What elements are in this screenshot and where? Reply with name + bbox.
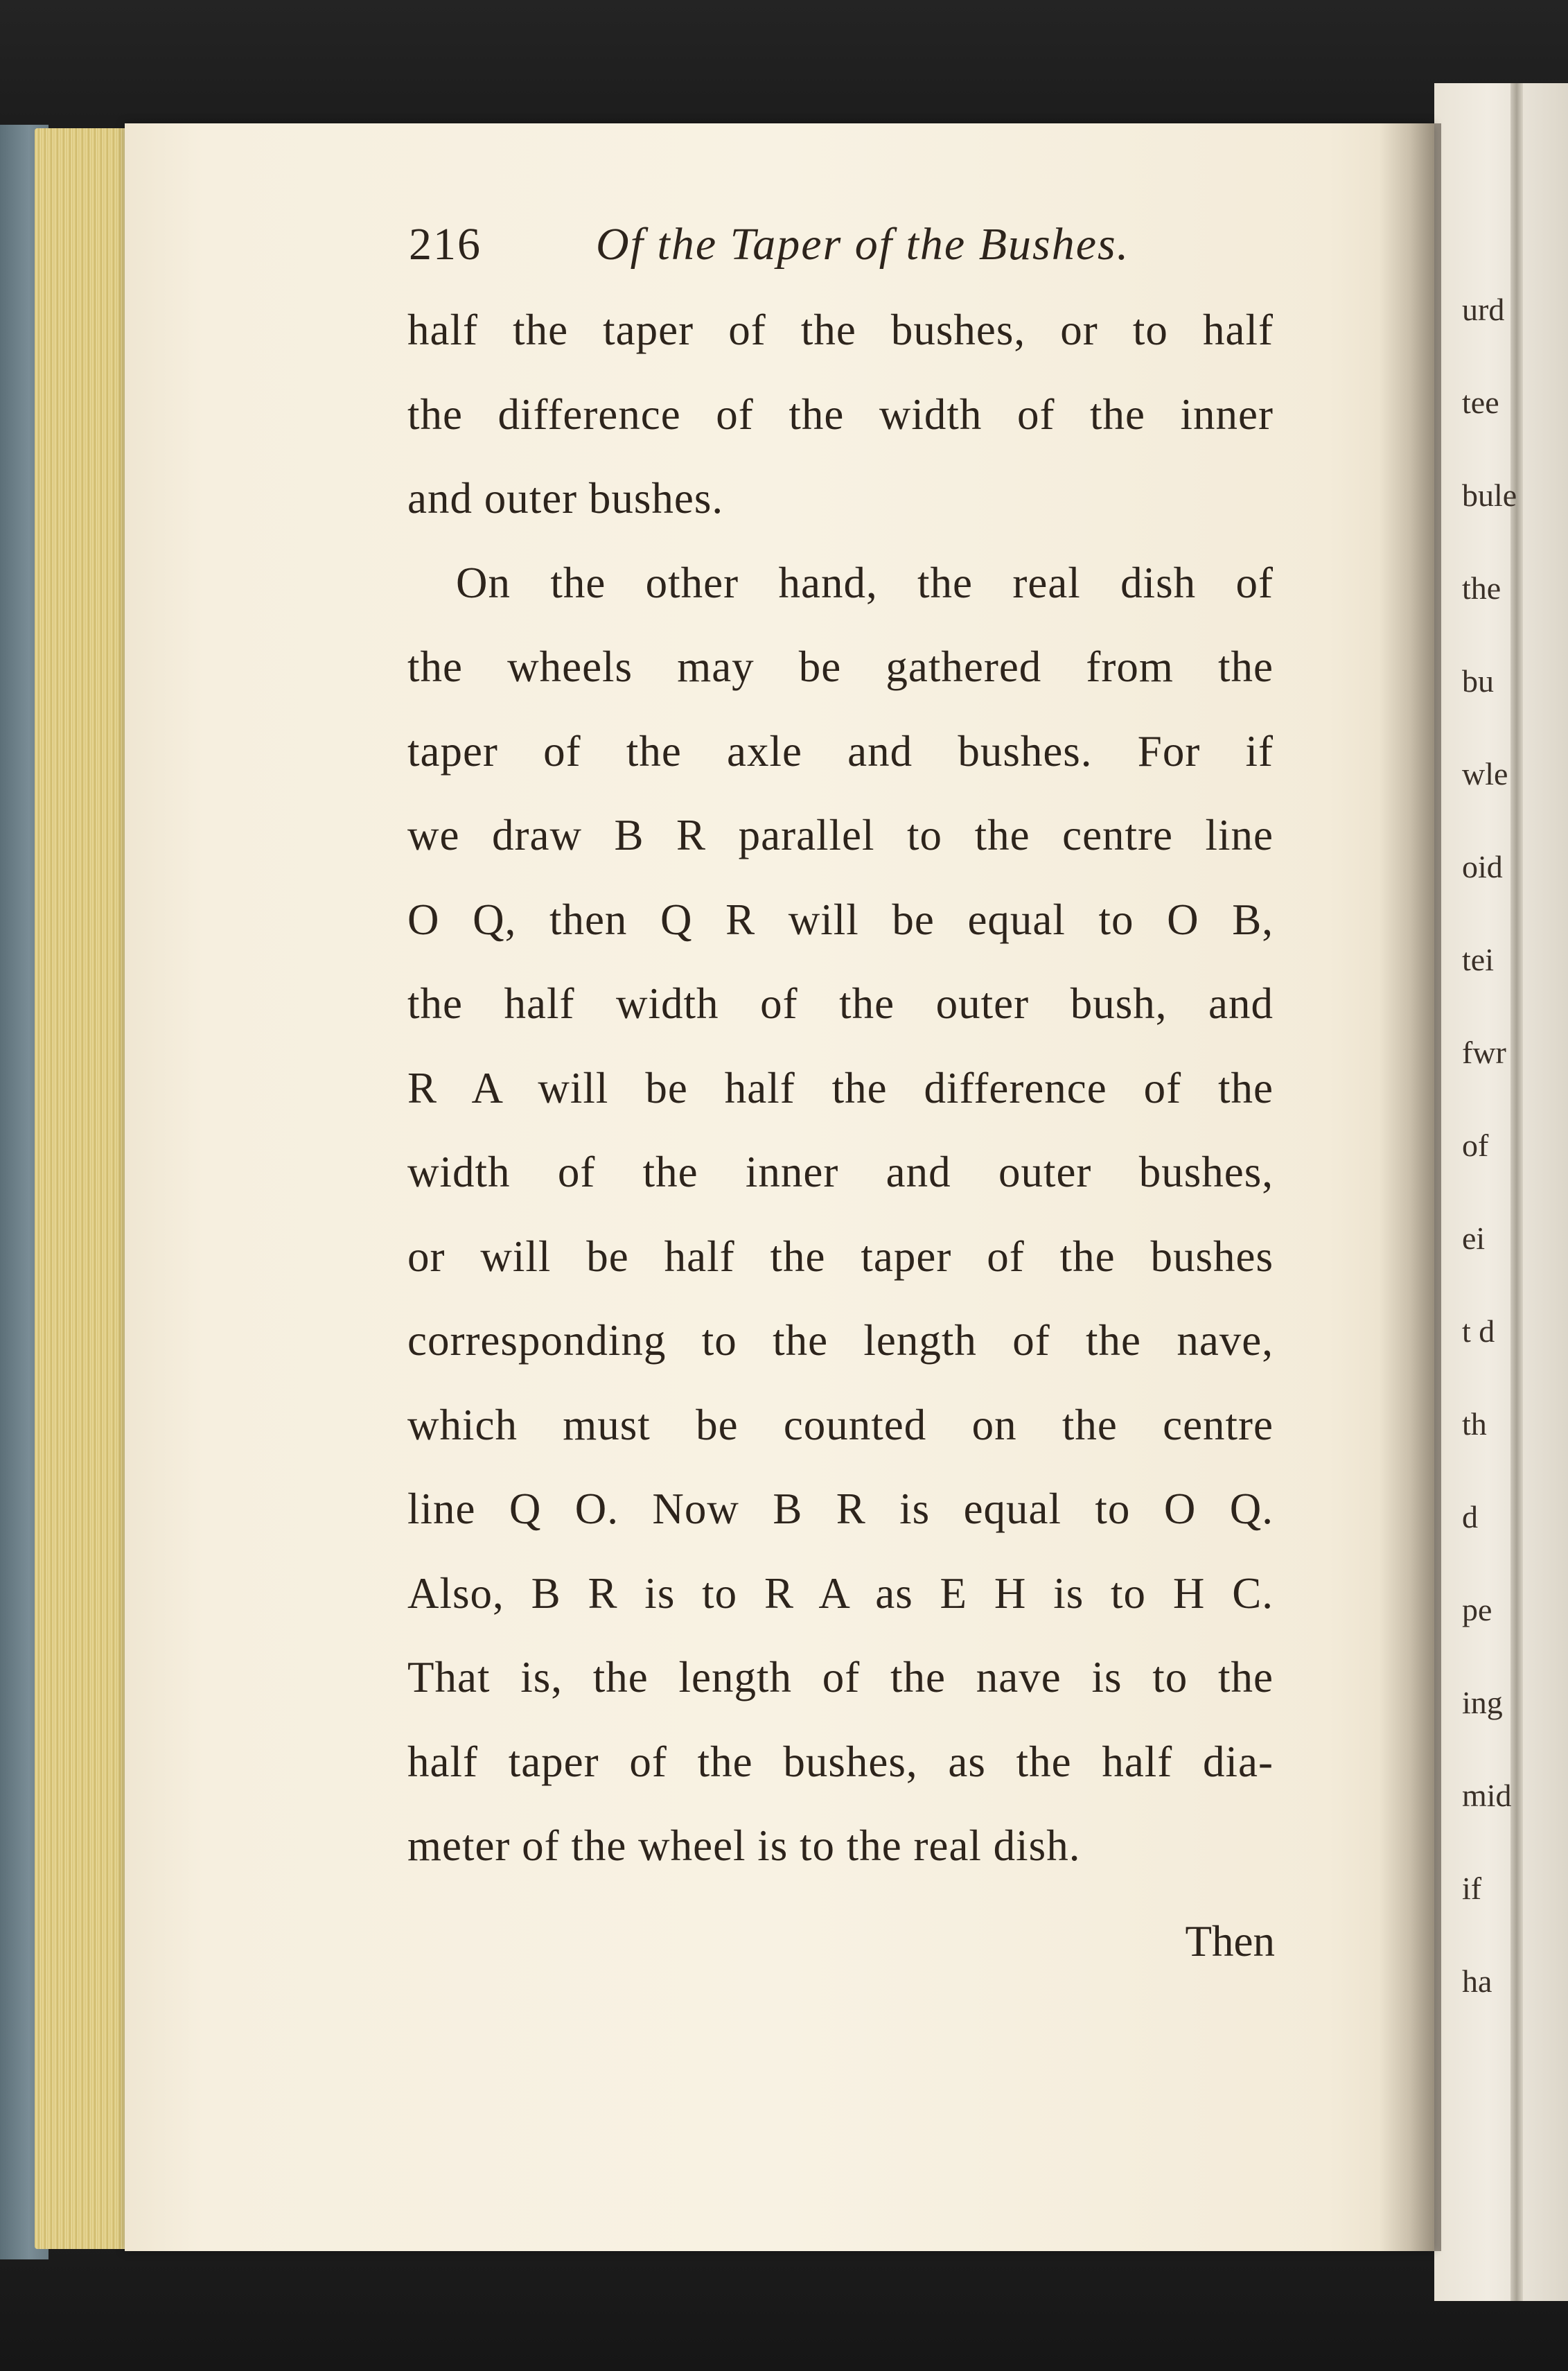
facing-page-fragment: d [1462,1499,1478,1534]
facing-page-fragment: bu [1462,663,1494,699]
facing-page-fragment: ei [1462,1221,1486,1256]
gutter-shadow [1379,123,1441,2251]
facing-page-fragment: ing [1462,1685,1503,1720]
text-line: which must be counted on the centre [407,1400,1274,1449]
text-line: width of the inner and outer bushes, [407,1148,1274,1196]
facing-page-fragment: tee [1462,385,1499,420]
facing-page-fragment: if [1462,1871,1482,1906]
facing-page-fragment: urd [1462,292,1505,327]
facing-page-fragment: of [1462,1128,1489,1163]
facing-page-fragment: bule [1462,478,1517,513]
catchword: Then [1185,1917,1275,1966]
text-line: the half width of the outer bush, and [407,979,1274,1028]
text-line: That is, the length of the nave is to the [407,1653,1274,1701]
facing-page-fragment: mid [1462,1778,1512,1813]
page-edges [35,128,132,2249]
running-title: Of the Taper of the Bushes. [596,219,1130,270]
page-number: 216 [409,219,482,270]
background-bottom [0,2239,1568,2371]
text-line: R A will be half the difference of the [407,1063,1274,1112]
text-line: line Q O. Now B R is equal to O Q. [407,1485,1274,1533]
background-top [0,0,1568,139]
text-line: the difference of the width of the inner [407,390,1274,439]
facing-page-fold [1510,83,1523,2301]
facing-page-fragment: fwr [1462,1035,1506,1070]
text-line: meter of the wheel is to the real dish. [407,1821,1081,1870]
text-line: the wheels may be gathered from the [407,642,1274,691]
text-line: taper of the axle and bushes. For if [407,726,1274,776]
facing-page-fragment: tei [1462,942,1494,977]
facing-page-fragment: pe [1462,1592,1492,1627]
facing-page-fragment: the [1462,570,1501,606]
facing-page [1434,83,1568,2301]
facing-page-fragment: oid [1462,849,1503,884]
text-line: Also, B R is to R A as E H is to H C. [407,1568,1274,1618]
text-line: or will be half the taper of the bushes [407,1232,1274,1281]
text-line: corresponding to the length of the nave, [407,1316,1274,1365]
facing-page-fragment: ha [1462,1963,1492,1999]
text-line: O Q, then Q R will be equal to O B, [407,895,1274,944]
text-line: half taper of the bushes, as the half dia- [407,1737,1274,1786]
facing-page-fragment: t d [1462,1313,1495,1349]
text-line: we draw B R parallel to the centre line [407,811,1274,859]
facing-page-fragment: th [1462,1406,1487,1442]
text-line: half the taper of the bushes, or to half [407,306,1274,354]
text-line: and outer bushes. [407,474,724,523]
facing-page-fragment: wle [1462,756,1508,791]
page-header [409,218,1275,295]
text-line: On the other hand, the real dish of [456,558,1274,607]
